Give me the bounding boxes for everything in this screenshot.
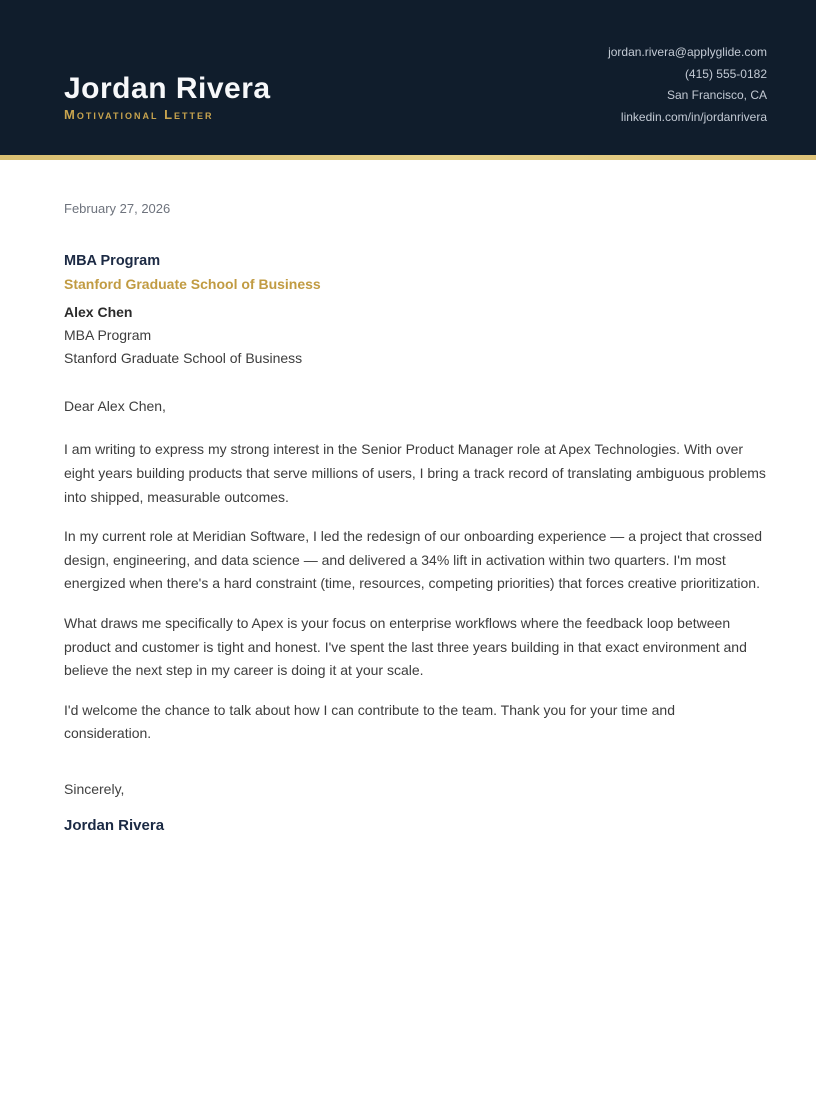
recipient-org-school: Stanford Graduate School of Business bbox=[64, 276, 321, 292]
letter-date: February 27, 2026 bbox=[64, 201, 171, 216]
letter-header bbox=[0, 0, 816, 155]
contact-email: jordan.rivera@applyglide.com bbox=[608, 45, 767, 59]
contact-info bbox=[608, 42, 767, 128]
paragraph-motivation: What draws me specifically to Apex is your focus on enterprise workflows where the feedback loop between product and customer is tight and honest. I've spent the last three years building in that exact environment and believe the next step in my career is doing it at your scale. bbox=[64, 614, 747, 679]
letter-body bbox=[0, 160, 816, 837]
signature-name: Jordan Rivera bbox=[64, 817, 165, 835]
recipient-person bbox=[64, 301, 766, 370]
salutation: Dear Alex Chen, bbox=[64, 398, 166, 414]
paragraph-call-to-action: I'd welcome the chance to talk about how I can contribute to the team. Thank you for your time and consideration. bbox=[64, 701, 675, 742]
recipient-school: Stanford Graduate School of Business bbox=[64, 350, 303, 366]
contact-location: San Francisco, CA bbox=[666, 88, 767, 102]
recipient-organization bbox=[64, 250, 766, 296]
paragraph-intro: I am writing to express my strong interest in the Senior Product Manager role at Apex Technologies. With over eight years building products that serve millions of users, I bring a track record of translating ambiguous problems into shipped, measurable outcomes. bbox=[64, 441, 766, 505]
document-type-subtitle: Motivational Letter bbox=[64, 107, 214, 122]
closing: Sincerely, bbox=[64, 781, 125, 798]
recipient-program: MBA Program bbox=[64, 327, 152, 343]
recipient-org-program: MBA Program bbox=[64, 253, 161, 269]
recipient-name: Alex Chen bbox=[64, 304, 133, 320]
author-name: Jordan Rivera bbox=[64, 72, 271, 105]
paragraph-current-role: In my current role at Meridian Software, I led the redesign of our onboarding experience — a project that crossed design, engineering, and data science — and delivered a 34% lift in activation within two quarters. I'm most energized when there's a hard constraint (time, resources, competing priorities) that forces creative prioritization. bbox=[64, 527, 763, 592]
contact-phone: (415) 555-0182 bbox=[684, 66, 767, 81]
contact-linkedin: linkedin.com/in/jordanrivera bbox=[620, 109, 767, 124]
